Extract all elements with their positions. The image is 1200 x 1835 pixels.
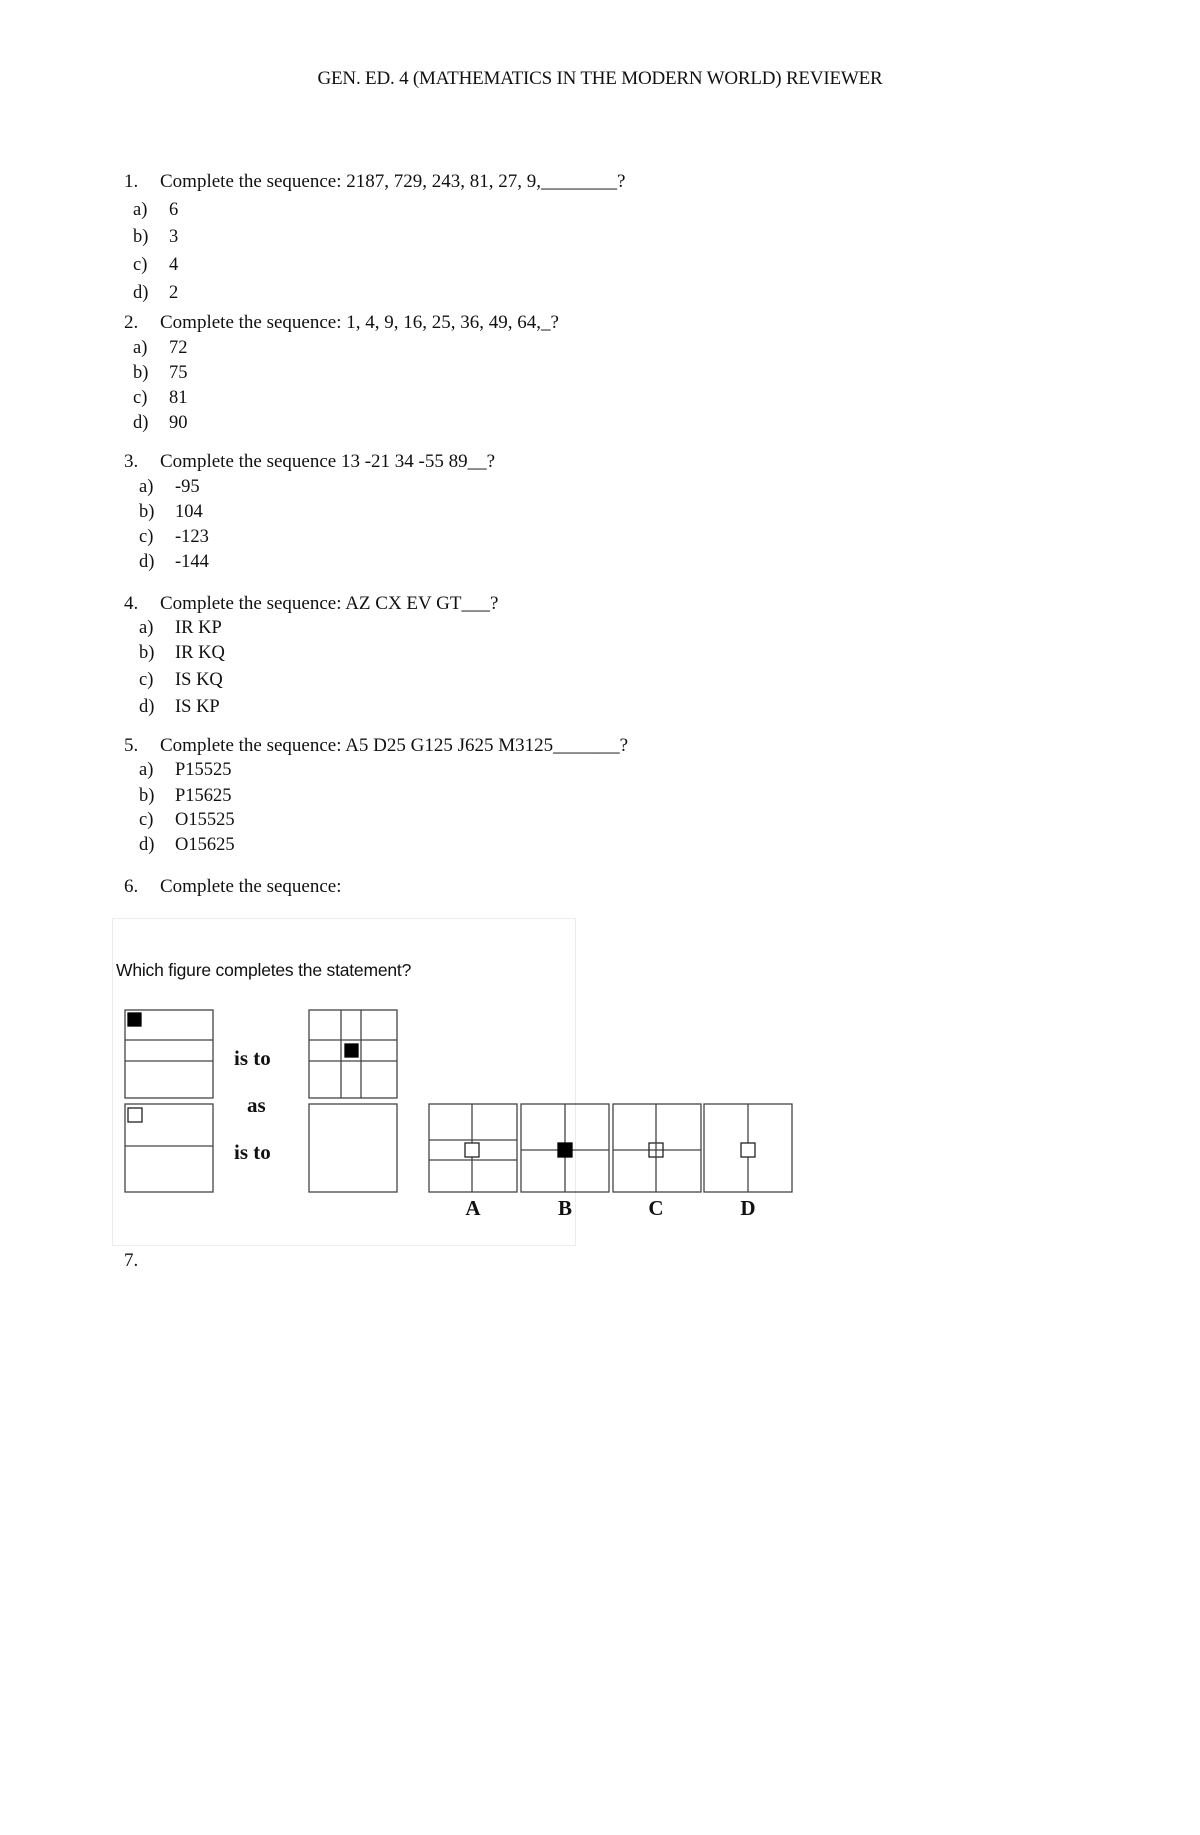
option-text: P15525 [175,760,232,780]
question-text: Complete the sequence: A5 D25 G125 J625 M3125_______? [160,735,629,756]
option-text: O15625 [175,835,235,855]
option-text: P15625 [175,786,232,806]
option-text: 6 [169,200,179,220]
option-label: c) [133,388,148,408]
option-text: IR KQ [175,643,225,663]
white-square-icon [128,1108,142,1122]
question-text: Complete the sequence: 1, 4, 9, 16, 25, 36, 49, 64,_? [160,312,559,333]
figure-option-c [613,1104,701,1192]
option-text: O15525 [175,810,235,830]
option-text: 4 [169,255,179,275]
option-text: 72 [169,338,188,358]
question-text: Complete the sequence: AZ CX EV GT___? [160,593,499,614]
question-text: Complete the sequence: [160,876,342,897]
figure-box-bottom-left [125,1104,213,1192]
option-text: IR KP [175,618,222,638]
figure-is-to-bottom: is to [234,1140,271,1164]
question-number: 1. [124,171,139,192]
figure-is-to-top: is to [234,1046,271,1070]
white-square-icon [741,1143,755,1157]
option-label: a) [139,618,154,638]
figure-option-a [429,1104,517,1192]
question-text: Complete the sequence: 2187, 729, 243, 81, 27, 9,________? [160,171,626,192]
option-text: IS KQ [175,670,223,690]
figure-option-b-label: B [557,1196,572,1220]
option-label: c) [139,527,154,547]
option-text: 90 [169,413,188,433]
option-label: a) [139,477,154,497]
option-text: 81 [169,388,188,408]
black-square-icon [345,1044,358,1057]
option-label: d) [139,552,155,572]
option-text: IS KP [175,697,220,717]
figure-box-blank [309,1104,397,1192]
option-label: b) [139,502,155,522]
option-label: a) [133,200,148,220]
option-label: c) [139,810,154,830]
white-square-icon [465,1143,479,1157]
option-label: a) [133,338,148,358]
option-text: -144 [175,552,209,572]
figure-question: Which figure completes the statement? [116,960,412,980]
figure-box-top-left [125,1010,213,1098]
black-square-icon [128,1013,141,1026]
option-label: d) [133,413,149,433]
option-text: 2 [169,283,179,303]
option-text: 3 [169,227,179,247]
figure-option-d-label: D [740,1196,756,1220]
black-square-icon [558,1143,572,1157]
figure-option-b [521,1104,609,1192]
option-text: -95 [175,477,200,497]
option-label: c) [133,255,148,275]
question-number: 3. [124,451,139,472]
option-label: b) [139,786,155,806]
figure-option-c-label: C [648,1196,664,1220]
figure-box-top-right [309,1010,397,1098]
document-title: GEN. ED. 4 (MATHEMATICS IN THE MODERN WORLD) REVIEWER [317,68,883,89]
option-text: 75 [169,363,188,383]
option-label: d) [133,283,149,303]
figure-as: as [247,1093,266,1117]
option-label: a) [139,760,154,780]
option-label: b) [139,643,155,663]
question-7 [124,1250,160,1272]
figure-option-d [704,1104,792,1192]
question-number: 2. [124,312,139,333]
question-number: 5. [124,735,139,756]
option-label: c) [139,670,154,690]
question-number: 4. [124,593,139,614]
option-label: b) [133,227,149,247]
option-text: -123 [175,527,209,547]
question-text: Complete the sequence 13 -21 34 -55 89__? [160,451,496,472]
option-label: d) [139,697,155,717]
question-number: 6. [124,876,139,897]
figure-option-a-label: A [465,1196,481,1220]
question-number: 7. [124,1250,139,1271]
option-text: 104 [175,502,203,522]
option-label: d) [139,835,155,855]
option-label: b) [133,363,149,383]
